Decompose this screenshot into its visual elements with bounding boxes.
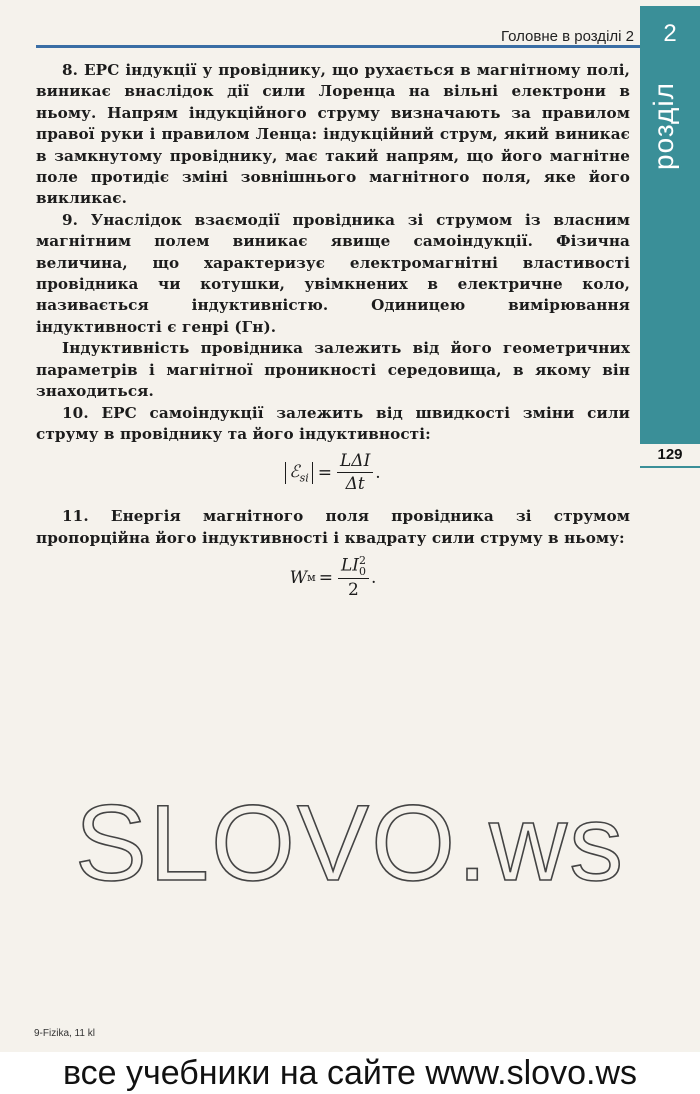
header-rule <box>36 45 640 48</box>
formula-numerator-sub: 0 <box>358 565 366 579</box>
chapter-number: 2 <box>663 20 677 47</box>
chapter-side-tab <box>640 6 700 444</box>
watermark-logo: SLOVO.ws <box>74 782 626 903</box>
formula-numerator-base: LI <box>340 555 359 576</box>
formula-denominator: Δt <box>345 474 365 495</box>
main-content <box>36 60 630 612</box>
paragraph-text: Унаслідок взаємодії провідника зі струмом із власним магнітним полем виникає явище самоіндукції. Фізична величина, що характеризує електромагнітні властивості провідника чи котушки, увімкнених в електричне коло, називається індуктивністю. Одиницею вимірювання індуктивності є генрі (Гн). <box>36 210 630 336</box>
site-banner: все учебники на сайте www.slovo.ws <box>0 1052 700 1094</box>
self-induction-emf-formula <box>36 451 630 494</box>
print-code: 9-Fizika, 11 kl <box>34 1028 95 1039</box>
paragraph-10 <box>36 403 630 446</box>
formula-denominator: 2 <box>348 580 359 601</box>
formula-equals: = <box>318 567 333 588</box>
page-number-rule <box>640 466 700 468</box>
paragraph-number: 9. <box>62 210 79 229</box>
paragraph-number: 11. <box>62 507 89 526</box>
formula-equals: = <box>317 462 333 483</box>
formula-lhs: W <box>289 567 308 588</box>
paragraph-11 <box>36 506 630 549</box>
formula-lhs-sub: м <box>307 571 316 585</box>
paragraph-text: Індуктивність провідника залежить від його геометричних параметрів і магнітної проникності середовища, в якому він знаходиться. <box>36 339 630 401</box>
formula-numerator <box>338 555 369 579</box>
magnetic-energy-formula <box>36 555 630 600</box>
paragraph-text: ЕРС самоіндукції залежить від швидкості зміни сили струму в провіднику та його індуктивності: <box>36 403 631 443</box>
running-header-title: Головне в розділі 2 <box>500 28 634 45</box>
paragraph-9-continued <box>36 338 630 402</box>
formula-numerator-sup: 2 <box>358 554 366 568</box>
absolute-value <box>285 462 312 484</box>
paragraph-number: 10. <box>62 403 89 422</box>
formula-lhs-sub: si <box>299 471 309 484</box>
formula-fraction <box>338 555 369 600</box>
formula-numerator: LΔI <box>337 451 373 473</box>
formula-end: . <box>370 567 377 588</box>
formula-lhs: ℰ <box>289 461 300 482</box>
chapter-word: розділ <box>648 82 679 170</box>
formula-fraction <box>337 451 373 494</box>
paragraph-text: Енергія магнітного поля провідника зі струмом пропорційна його індуктивності і квадрату сили струму в ньому: <box>36 507 630 547</box>
formula-end: . <box>375 462 381 483</box>
page-number: 129 <box>657 446 683 463</box>
paragraph-text: ЕРС індукції у провіднику, що рухається в магнітному полі, виникає внаслідок дії сили Лоренца на вільні електрони в ньому. Напрям індукційного струму визначають за правилом правої руки і правилом Ленца: індукційний струм, який виникає в замкнутому провіднику, має такий напрям, що його магнітне поле протидіє зміні зовнішнього магнітного поля, яке його викликає. <box>36 61 630 208</box>
paragraph-8 <box>36 60 630 210</box>
paragraph-number: 8. <box>62 61 79 79</box>
paragraph-9 <box>36 210 630 338</box>
